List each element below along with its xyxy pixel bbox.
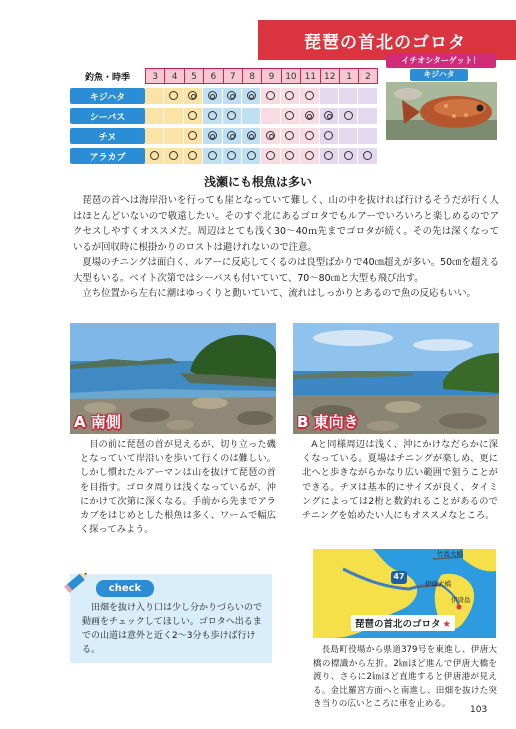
check-text: [82, 601, 268, 657]
season-cell: [261, 88, 280, 104]
season-cell: [358, 148, 377, 164]
season-cell: [145, 108, 164, 124]
season-cell: [203, 148, 222, 164]
circle-icon: [305, 151, 314, 160]
season-cell: [164, 88, 183, 104]
circle-icon: [324, 131, 333, 140]
month-header: 8: [242, 68, 261, 84]
spot-b-label: B 東向き: [297, 413, 359, 431]
circle-icon: [305, 91, 314, 100]
season-cell: [242, 128, 261, 144]
double-circle-icon: [227, 91, 236, 100]
route-number: 47: [393, 572, 405, 581]
month-header: 7: [223, 68, 242, 84]
season-cell: [339, 148, 358, 164]
spot-b-paragraph: Aと同様周辺は浅く、沖にかけなだらかに深くなっている。夏場はチニングが楽しめ、更に北へと歩きながらかなり広い範囲で狙うことができる。チヌは基本的にサイズが良く、タイミングによっては2桁と数釣れることがあるのでチニングを始めたい人にもオススメなところ。: [302, 439, 498, 522]
month-header: 4: [164, 68, 183, 84]
month-header: 10: [281, 68, 300, 84]
season-cell: [203, 108, 222, 124]
body-text: [73, 193, 499, 302]
month-header: 1: [339, 68, 358, 84]
circle-icon: [344, 111, 353, 120]
recommended-fish-label: キジハタ: [410, 69, 468, 81]
circle-icon: [324, 151, 333, 160]
map-label-ikara-bridge: 伊唐大橋: [425, 580, 451, 588]
season-cell: [320, 108, 339, 124]
check-box: [70, 574, 272, 663]
circle-icon: [285, 131, 294, 140]
season-table: [70, 68, 378, 168]
season-cell: [242, 148, 261, 164]
season-cell: [164, 148, 183, 164]
season-cell: [223, 88, 242, 104]
season-cell: [164, 108, 183, 124]
double-circle-icon: [188, 91, 197, 100]
season-cell: [300, 128, 319, 144]
season-cell: [261, 128, 280, 144]
spot-b-text: [302, 438, 498, 523]
season-cell: [184, 88, 203, 104]
season-cell: [339, 88, 358, 104]
month-header: 2: [358, 68, 377, 84]
month-header: 9: [261, 68, 280, 84]
month-header: 5: [184, 68, 203, 84]
map-spot-label: [351, 615, 455, 631]
season-cell: [281, 88, 300, 104]
star-icon: ★: [442, 619, 452, 630]
circle-icon: [285, 91, 294, 100]
circle-icon: [285, 111, 294, 120]
season-row: [70, 108, 378, 126]
double-circle-icon: [324, 111, 333, 120]
circle-icon: [169, 151, 178, 160]
season-cell: [300, 108, 319, 124]
season-cell: [145, 88, 164, 104]
season-cell: [164, 128, 183, 144]
season-cell: [320, 88, 339, 104]
season-cell: [223, 128, 242, 144]
month-header: 6: [203, 68, 222, 84]
season-cell: [184, 128, 203, 144]
season-cell: [300, 148, 319, 164]
double-circle-icon: [266, 131, 275, 140]
spot-a-label: A 南側: [74, 413, 121, 431]
spot-a-paragraph: 目の前に琵琶の首が見えるが、切り立った磯となっていて岸沿いを歩いて行くのは難しい。しかし慣れたルアーマンは山を抜けて琵琶の首を目指す。ゴロタ周りは浅くなっているが、沖にかけて次第に深くなる。手前から先までアラカブをはじめとした根魚は多く、ワームで幅広く探ってみよう。: [80, 439, 276, 536]
season-cell: [281, 128, 300, 144]
season-cell: [261, 148, 280, 164]
season-cell: [281, 148, 300, 164]
circle-icon: [266, 91, 275, 100]
season-cell: [358, 108, 377, 124]
fish-label: キジハタ: [70, 88, 145, 104]
fish-label: アラカブ: [70, 148, 145, 164]
circle-icon: [266, 151, 275, 160]
recommended-target-badge: イチオシターゲット！: [386, 54, 496, 68]
corner-label: 釣魚・時季: [84, 72, 130, 83]
spot-b-photo: [293, 323, 499, 434]
circle-icon: [227, 111, 236, 120]
season-cell: [281, 108, 300, 124]
month-header: 11: [300, 68, 319, 84]
circle-icon: [169, 91, 178, 100]
circle-icon: [188, 111, 197, 120]
map-label-ikara-island: 伊唐島: [451, 596, 471, 604]
season-cell: [320, 128, 339, 144]
fish-label: シーバス: [70, 108, 145, 124]
season-table-header: [70, 68, 378, 86]
map-label-takeshima-bridge: 竹島大橋: [437, 550, 463, 558]
season-cell: [203, 88, 222, 104]
page-number: 103: [470, 705, 488, 715]
season-cell: [242, 108, 261, 124]
circle-icon: [150, 151, 159, 160]
body-paragraph: 立ち位置から左右に潮はゆっくりと動いていて、流れはしっかりとあるので魚の反応もいい。: [82, 288, 476, 299]
pencil-icon: [60, 566, 92, 598]
double-circle-icon: [247, 91, 256, 100]
month-header: 12: [320, 68, 339, 84]
season-row: [70, 148, 378, 166]
spot-a-text: [80, 438, 276, 537]
season-table-body: [70, 88, 378, 166]
circle-icon: [247, 151, 256, 160]
body-paragraph: 琵琶の首へは海岸沿いを行っても崖となっていて難しく、山の中を抜ければ行けるそうだが行く人はほとんどいないので敬遠したい。そのすぐ北にあるゴロタでもルアーでいろいろと楽しめるのでアクセスしやすくオススメだ。周辺はとても浅く30～40ｍ先までゴロタが続く。その先は深くなっているが回収時に根掛かりのロストは避けれないので注意。: [73, 195, 499, 253]
season-cell: [339, 128, 358, 144]
circle-icon: [285, 151, 294, 160]
season-cell: [145, 148, 164, 164]
section-heading: 浅瀬にも根魚は多い: [203, 175, 312, 189]
season-cell: [300, 88, 319, 104]
double-circle-icon: [227, 131, 236, 140]
season-cell: [242, 88, 261, 104]
season-cell: [184, 148, 203, 164]
page-title: 琵琶の首北のゴロタ: [304, 33, 466, 53]
circle-icon: [305, 131, 314, 140]
season-cell: [358, 128, 377, 144]
circle-icon: [188, 131, 197, 140]
season-cell: [184, 108, 203, 124]
check-paragraph: 田畑を抜け入り口は少し分かりづらいので動画をチェックしてほしい。ゴロタへ出るまでの山道は意外と近く2～3分も歩けば行ける。: [82, 603, 263, 655]
circle-icon: [208, 111, 217, 120]
circle-icon: [363, 151, 372, 160]
season-row: [70, 128, 378, 146]
season-cell: [145, 128, 164, 144]
check-tag: check: [96, 580, 154, 597]
map-caption-paragraph: 長島町役場から県道379号を東進し、伊唐大橋の標識から左折。2㎞ほど進んで伊唐大橋を渡り、さらに2㎞ほど直進すると伊唐港が見える。金比羅宮方面へと南進し、田畑を抜けた突き当りの広いところに車を止める。: [313, 645, 497, 710]
spot-a-photo: [70, 323, 276, 434]
fish-label: チヌ: [70, 128, 145, 144]
season-cell: [203, 128, 222, 144]
circle-icon: [227, 151, 236, 160]
double-circle-icon: [208, 91, 217, 100]
season-cell: [358, 88, 377, 104]
season-cell: [320, 148, 339, 164]
map-spot-name: 琵琶の首北のゴロタ: [355, 619, 441, 630]
double-circle-icon: [208, 131, 217, 140]
fish-photo: [386, 82, 497, 140]
access-map: [313, 549, 496, 638]
season-cell: [261, 108, 280, 124]
double-circle-icon: [305, 111, 314, 120]
season-cell: [223, 108, 242, 124]
body-paragraph: 夏場のチニングは面白く、ルアーに反応してくるのは良型ばかりで40㎝超えが多い。50㎝を超える大型もいる。ベイト次第ではシーバスも付いていて、70～80㎝と大型も飛び出す。: [73, 257, 499, 284]
season-row: [70, 88, 378, 106]
double-circle-icon: [247, 131, 256, 140]
circle-icon: [208, 151, 217, 160]
season-cell: [339, 108, 358, 124]
circle-icon: [344, 151, 353, 160]
season-cell: [223, 148, 242, 164]
map-caption: [313, 644, 497, 712]
circle-icon: [188, 151, 197, 160]
month-header: 3: [145, 68, 164, 84]
